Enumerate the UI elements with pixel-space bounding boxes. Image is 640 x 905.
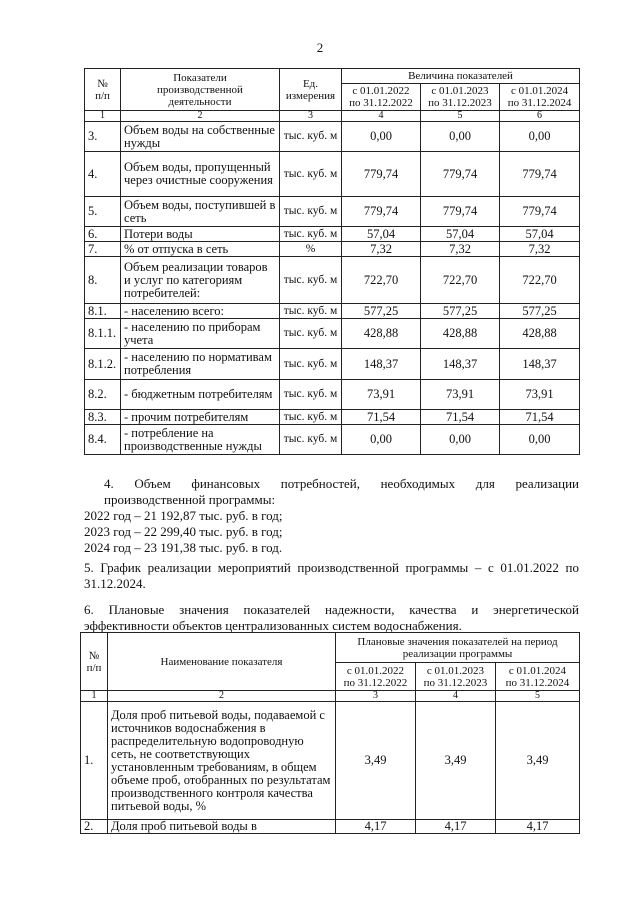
row-unit: тыс. куб. м: [280, 425, 342, 455]
production-indicators-table: [84, 68, 580, 455]
index-cell: 1: [85, 111, 121, 122]
table-row: [85, 257, 580, 304]
row-name: - прочим потребителям: [121, 410, 280, 425]
row-value: 577,25: [342, 304, 421, 319]
row-value: 148,37: [421, 349, 500, 380]
section-4-line: 2023 год – 22 299,40 тыс. руб. в год;: [84, 524, 283, 539]
row-value: 57,04: [342, 227, 421, 242]
row-num: 1.: [81, 702, 108, 820]
index-cell: 6: [500, 111, 580, 122]
section-4-line: 2022 год – 21 192,87 тыс. руб. в год;: [84, 508, 283, 523]
col-header-num: № п/п: [81, 633, 108, 691]
row-name: - населению всего:: [121, 304, 280, 319]
row-unit: тыс. куб. м: [280, 257, 342, 304]
table-row: [81, 820, 580, 834]
col-header-group: Величина показателей: [342, 69, 580, 84]
row-value: 779,74: [421, 152, 500, 197]
row-num: 4.: [85, 152, 121, 197]
row-unit: тыс. куб. м: [280, 319, 342, 349]
table-row: [85, 227, 580, 242]
col-header-period-2: с 01.01.2023 по 31.12.2023: [421, 84, 500, 111]
row-unit: тыс. куб. м: [280, 122, 342, 152]
row-name: % от отпуска в сеть: [121, 242, 280, 257]
row-value: 148,37: [342, 349, 421, 380]
row-num: 8.: [85, 257, 121, 304]
row-value: 71,54: [421, 410, 500, 425]
row-value: 0,00: [342, 425, 421, 455]
col-header-period-1: с 01.01.2022 по 31.12.2022: [342, 84, 421, 111]
row-name: Потери воды: [121, 227, 280, 242]
row-name: Объем реализации товаров и услуг по категориям потребителей:: [121, 257, 280, 304]
row-value: 71,54: [500, 410, 580, 425]
table-row: [85, 349, 580, 380]
row-num: 8.1.2.: [85, 349, 121, 380]
col-header-name: Наименование показателя: [108, 633, 336, 691]
col-header-period-3: с 01.01.2024 по 31.12.2024: [496, 663, 580, 691]
row-value: 577,25: [500, 304, 580, 319]
table-row: [81, 702, 580, 820]
row-unit: тыс. куб. м: [280, 152, 342, 197]
row-num: 3.: [85, 122, 121, 152]
row-value: 779,74: [421, 197, 500, 227]
section-6-title: 6. Плановые значения показателей надежности, качества и энергетической эффективности объектов централизованных систем водоснабжения.: [84, 602, 579, 633]
index-cell: 5: [496, 691, 580, 702]
row-value: 722,70: [421, 257, 500, 304]
row-value: 779,74: [342, 197, 421, 227]
table-row: [85, 152, 580, 197]
row-value: 0,00: [500, 122, 580, 152]
row-value: 4,17: [336, 820, 416, 834]
row-unit: тыс. куб. м: [280, 304, 342, 319]
col-header-indicator: Показатели производственной деятельности: [121, 69, 280, 111]
row-num: 6.: [85, 227, 121, 242]
row-value: 73,91: [421, 380, 500, 410]
row-num: 8.4.: [85, 425, 121, 455]
col-header-period-3: с 01.01.2024 по 31.12.2024: [500, 84, 580, 111]
row-value: 0,00: [500, 425, 580, 455]
row-value: 4,17: [416, 820, 496, 834]
row-value: 428,88: [421, 319, 500, 349]
row-name: Объем воды на собственные нужды: [121, 122, 280, 152]
row-name: Объем воды, пропущенный через очистные сооружения: [121, 152, 280, 197]
row-value: 57,04: [421, 227, 500, 242]
row-value: 71,54: [342, 410, 421, 425]
col-header-period-2: с 01.01.2023 по 31.12.2023: [416, 663, 496, 691]
row-num: 5.: [85, 197, 121, 227]
row-value: 0,00: [342, 122, 421, 152]
row-value: 0,00: [421, 425, 500, 455]
section-4-title: 4. Объем финансовых потребностей, необходимых для реализации производственной программы:: [104, 476, 579, 507]
row-name: Доля проб питьевой воды в: [108, 820, 336, 834]
row-value: 428,88: [500, 319, 580, 349]
row-value: 7,32: [500, 242, 580, 257]
row-value: 3,49: [496, 702, 580, 820]
row-unit: тыс. куб. м: [280, 410, 342, 425]
row-num: 8.3.: [85, 410, 121, 425]
row-value: 148,37: [500, 349, 580, 380]
row-name: - потребление на производственные нужды: [121, 425, 280, 455]
row-value: 57,04: [500, 227, 580, 242]
col-header-unit: Ед. измерения: [280, 69, 342, 111]
row-unit: тыс. куб. м: [280, 197, 342, 227]
row-unit: тыс. куб. м: [280, 380, 342, 410]
row-unit: тыс. куб. м: [280, 349, 342, 380]
row-unit: тыс. куб. м: [280, 227, 342, 242]
row-value: 0,00: [421, 122, 500, 152]
table-row: [85, 197, 580, 227]
row-value: 7,32: [421, 242, 500, 257]
row-num: 8.1.: [85, 304, 121, 319]
table-row: [85, 380, 580, 410]
row-value: 779,74: [500, 197, 580, 227]
index-cell: 2: [121, 111, 280, 122]
table-row: [85, 242, 580, 257]
row-value: 722,70: [342, 257, 421, 304]
col-header-num: № п/п: [85, 69, 121, 111]
row-unit: %: [280, 242, 342, 257]
index-cell: 4: [416, 691, 496, 702]
table-row: [85, 410, 580, 425]
index-cell: 3: [336, 691, 416, 702]
row-num: 2.: [81, 820, 108, 834]
table-row: [85, 319, 580, 349]
row-value: 779,74: [500, 152, 580, 197]
index-cell: 2: [108, 691, 336, 702]
row-value: 4,17: [496, 820, 580, 834]
index-cell: 1: [81, 691, 108, 702]
index-cell: 3: [280, 111, 342, 122]
row-value: 577,25: [421, 304, 500, 319]
row-value: 7,32: [342, 242, 421, 257]
row-value: 779,74: [342, 152, 421, 197]
row-value: 3,49: [416, 702, 496, 820]
index-cell: 4: [342, 111, 421, 122]
row-name: - бюджетным потребителям: [121, 380, 280, 410]
row-value: 73,91: [342, 380, 421, 410]
section-4-financial-needs: [84, 476, 579, 556]
index-row: [85, 111, 580, 122]
row-name: Объем воды, поступившей в сеть: [121, 197, 280, 227]
table-row: [85, 304, 580, 319]
row-value: 3,49: [336, 702, 416, 820]
row-num: 7.: [85, 242, 121, 257]
col-header-group: Плановые значения показателей на период реализации программы: [336, 633, 580, 663]
table-row: [85, 425, 580, 455]
row-value: 73,91: [500, 380, 580, 410]
index-cell: 5: [421, 111, 500, 122]
col-header-period-1: с 01.01.2022 по 31.12.2022: [336, 663, 416, 691]
row-value: 722,70: [500, 257, 580, 304]
row-num: 8.1.1.: [85, 319, 121, 349]
table-row: [85, 122, 580, 152]
row-name: - населению по нормативам потребления: [121, 349, 280, 380]
section-5-schedule: 5. График реализации мероприятий производственной программы – с 01.01.2022 по 31.12.2024.: [84, 560, 579, 591]
section-4-line: 2024 год – 23 191,38 тыс. руб. в год.: [84, 540, 283, 555]
row-value: 428,88: [342, 319, 421, 349]
row-num: 8.2.: [85, 380, 121, 410]
reliability-indicators-table: [80, 632, 580, 834]
index-row: [81, 691, 580, 702]
row-name: Доля проб питьевой воды, подаваемой с источников водоснабжения в распределительную водопроводную сеть, не соответствующих установленным требованиям, в общем объеме проб, отобранных по результатам производственного контроля качества питьевой воды, %: [108, 702, 336, 820]
page-number: 2: [316, 40, 324, 55]
row-name: - населению по приборам учета: [121, 319, 280, 349]
